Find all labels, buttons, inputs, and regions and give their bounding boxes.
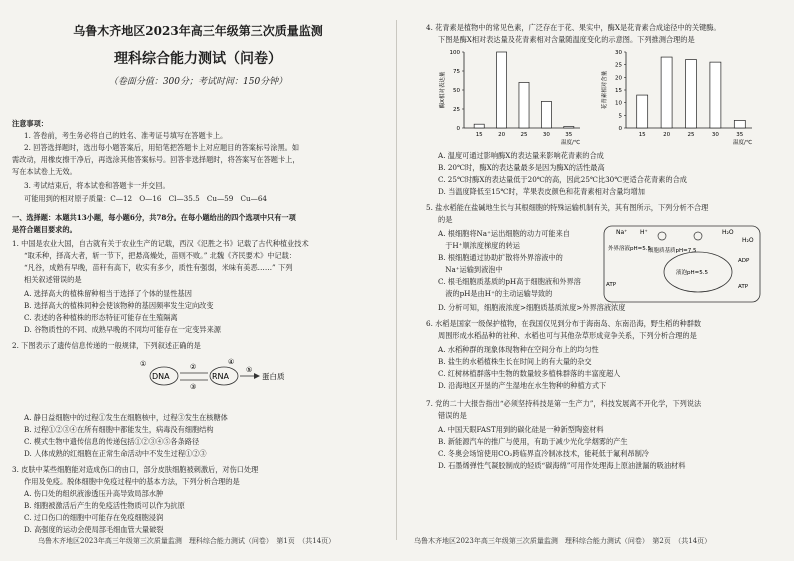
- notice-title: 注意事项：: [12, 119, 48, 128]
- x-tick-label: 25: [687, 132, 695, 138]
- q7-option: A. 中国天眼FAST用到的碳化硅是一种新型陶瓷材料: [438, 425, 604, 434]
- q6-option: C. 红树林植群落中生物的数量较多植株群落的丰富度超人: [438, 369, 621, 378]
- enzyme-x-chart: [438, 46, 588, 146]
- exam-subtitle: （卷面分值：300分；考试时间：150分钟）: [108, 77, 288, 87]
- notice-line: 需改动，用橡皮擦干净后，再选涂其他答案标号。回答非选择题时，将答案写在答题卡上，: [12, 155, 300, 164]
- q1-option: D. 谷物质性的不同、成熟早晚的不同均可能存在一定变异来源: [24, 325, 221, 334]
- notice-line: 2. 回答选择题时，选出每小题答案后，用铅笔把答题卡上对应题目的答案标号涂黑。如: [24, 143, 300, 152]
- q5-option: Na⁺运输到液泡中: [438, 265, 503, 274]
- y-tick-label: 25: [453, 107, 460, 113]
- q7-stem: 7. 党的二十大报告指出“必须坚持科技是第一生产力”，科技发展离不开化学，下列说法: [426, 399, 702, 408]
- x-tick-label: 15: [638, 132, 646, 138]
- x-tick-label: 20: [498, 132, 506, 138]
- q7-option: B. 新能源汽车的推广与使用，有助于减少光化学烟雾的产生: [438, 437, 628, 446]
- y-tick-label: 10: [615, 100, 622, 107]
- q4-stem: 下图是酶X相对表达量及花青素相对含量随温度变化的示意图。下列推测合理的是: [438, 35, 695, 44]
- atp-label-left: ATP: [606, 282, 617, 288]
- svg-text:④: ④: [228, 358, 235, 366]
- exam-title: 理科综合能力测试（问卷）: [114, 51, 282, 67]
- q2-option: D. 人体成熟的红细胞在正常生命活动中不发生过程①②③: [24, 449, 207, 458]
- x-tick-label: 25: [520, 132, 528, 138]
- q6-option: A. 水稻种群的现象体现物种在空间分布上的均匀性: [438, 345, 599, 354]
- h-pump-icon: [658, 232, 666, 240]
- y-axis-label: 花青素相对含量: [602, 70, 608, 110]
- bar: [686, 60, 697, 128]
- y-tick-label: 0: [456, 126, 460, 132]
- q6-option: D. 沿海地区开垦的产生湿地在水生物种的种植方式下: [438, 381, 607, 390]
- q4-option: B. 20℃时，酶X的表达量最多是因为酶X的活性最高: [438, 163, 605, 172]
- q1-option: C. 表述的各种植株的形态特征可能存在生殖隔离: [24, 313, 178, 322]
- exam-header: 乌鲁木齐地区2023年高三年级第三次质量监测: [73, 24, 323, 38]
- h-ion-label: H⁺: [640, 229, 648, 236]
- water-label-2: H₂O: [742, 237, 754, 244]
- x-tick-label: 30: [542, 132, 550, 138]
- bar: [710, 62, 721, 128]
- x-tick-label: 35: [565, 132, 573, 138]
- bar: [637, 95, 648, 128]
- q5-option: B. 根细胞通过协助扩散将外界溶液中的: [438, 253, 563, 262]
- x-axis-label: 温度/℃: [732, 140, 752, 146]
- bar: [541, 101, 551, 128]
- y-tick-label: 20: [615, 75, 622, 82]
- svg-text:②: ②: [190, 363, 197, 371]
- q7-option: C. 冬奥会场馆使用CO₂跨临界直冷制冰技术，能耗低于氟利昂制冷: [438, 449, 649, 458]
- na-ion-label: Na⁺: [616, 229, 628, 236]
- y-tick-label: 50: [453, 88, 460, 94]
- q1-stem: 相关叙述错误的是: [24, 275, 82, 284]
- q4-option: C. 25℃时酶X的表达量低于20℃的高，因此25℃比30℃更适合花青素的合成: [438, 175, 687, 184]
- notice-line: 1. 答卷前，考生务必将自己的姓名、准考证号填写在答题卡上。: [24, 131, 228, 140]
- q5-option: A. 根细胞将Na⁺运出细胞的动力可能来自: [438, 229, 570, 238]
- q3-option: C. 过口伤口的细胞中可能存在免疫细胞浸润: [24, 513, 164, 522]
- anthocyanin-chart: [600, 46, 760, 146]
- y-tick-label: 0: [618, 126, 622, 132]
- q1-option: A. 选择高大的植株留种相当于选择了个体的显性基因: [24, 289, 192, 298]
- q1-stem: “凡谷，成熟有早晚，苗秆有高下，收实有多少，质性有强弱，米味有美恶……” 下列: [24, 263, 293, 272]
- q4-option: A. 温度可通过影响酶X的表达量来影响花青素的合成: [438, 151, 604, 160]
- dna-label: DNA: [152, 372, 170, 381]
- q5-option: 于H⁺顺浓度梯度的转运: [438, 241, 520, 250]
- x-tick-label: 15: [475, 132, 483, 138]
- y-axis-label: 酶X相对表达量: [440, 71, 446, 109]
- q5-option: C. 根毛细胞质基质的pH高于细胞液和外界溶: [438, 277, 581, 286]
- q1-stem: 1. 中国是农业大国，自古就有关于农业生产的记载，西汉《氾胜之书》记载了古代种植业技术: [12, 239, 309, 248]
- vacuole-ph-label: 液泡pH=5.5: [676, 270, 708, 276]
- page-footer: 乌鲁木齐地区2023年高三年级第三次质量监测 理科综合能力测试（问卷） 第2页 （共14页）: [414, 537, 712, 545]
- adp-label: ADP: [738, 258, 750, 264]
- q3-option: A. 伤口处的组织液渗透压升高导致局部水肿: [24, 489, 164, 498]
- page-footer: 乌鲁木齐地区2023年高三年级第三次质量监测 理科综合能力测试（问卷） 第1页 （共14页）: [38, 537, 336, 545]
- water-label: H₂O: [722, 229, 734, 236]
- channel-icon: [694, 232, 702, 240]
- q5-option: D. 分析可知，细胞液浓度>细胞质基质浓度>外界溶液浓度: [438, 303, 626, 312]
- left-page: [8, 0, 390, 561]
- x-tick-label: 20: [663, 132, 671, 138]
- q7-stem: 错误的是: [438, 411, 467, 420]
- x-tick-label: 35: [736, 132, 744, 138]
- svg-text:①: ①: [140, 360, 147, 368]
- q6-stem: 6. 水稻是国家一级保护植物，在我国仅见到分布于海南岛、东南沿海，野生稻的种群数: [426, 319, 702, 328]
- bar: [474, 124, 484, 128]
- q2-option: B. 过程①②③④在所有细胞中都能发生，病毒没有细胞结构: [24, 425, 214, 434]
- y-tick-label: 75: [453, 69, 460, 75]
- bar: [497, 52, 507, 128]
- y-tick-label: 30: [615, 50, 622, 56]
- atomic-mass-line: 可能用到的相对原子质量：C—12 O—16 Cl—35.5 Cu—59 Cu—64: [24, 194, 267, 203]
- y-tick-label: 5: [618, 113, 622, 120]
- outside-ph-label: 外界溶液pH=5.5: [608, 246, 651, 252]
- cytoplasm-ph-label: 细胞质基质pH=7.5: [648, 248, 697, 254]
- right-page: [404, 0, 788, 561]
- bar: [519, 82, 529, 128]
- q1-option: B. 选择高大的植株同种会使该物种的基因频率发生定向改变: [24, 301, 214, 310]
- bar: [734, 120, 745, 128]
- bar: [661, 57, 672, 128]
- bar: [564, 126, 574, 128]
- q2-stem: 2. 下图表示了遗传信息传递的一般规律，下列叙述正确的是: [12, 341, 201, 350]
- q7-option: D. 石墨烯弹性气凝胶制成的轻质“碳海绵”可用作处理海上原油泄漏的吸油材料: [438, 461, 686, 470]
- page-divider: [396, 20, 397, 540]
- q5-stem: 5. 盐水稻能在盐碱地生长与其根细胞的特殊运输机制有关，其有图所示，下列分析不合理: [426, 203, 709, 212]
- rna-label: RNA: [212, 372, 230, 381]
- y-tick-label: 100: [449, 50, 460, 56]
- y-tick-label: 25: [615, 62, 622, 69]
- q1-stem: “取禾种，择高大者，斩一节下，把悬高燥处，苗则不败。” 北魏《齐民要术》中记载：: [24, 251, 296, 260]
- q5-option: 液的pH是由H⁺的主动运输导致的: [438, 289, 553, 298]
- q5-stem: 的是: [438, 215, 453, 224]
- q4-stem: 4. 花青素是植物中的常见色素，广泛存在于花、果实中，酶X是花青素合成途径中的关键酶。: [426, 23, 721, 32]
- svg-text:⑤: ⑤: [246, 366, 253, 374]
- q3-stem: 作用及免疫。脱体细胞中免疫过程中的基本方法，下列分析合理的是: [24, 477, 240, 486]
- svg-text:③: ③: [190, 383, 197, 391]
- section-heading: 是符合题目要求的。: [12, 225, 77, 234]
- y-tick-label: 15: [615, 88, 622, 94]
- central-dogma-diagram: [128, 356, 298, 408]
- q6-option: B. 盐生的水稻植株生长在时间上的有大量的杂交: [438, 357, 592, 366]
- atp-label: ATP: [738, 284, 749, 290]
- section-heading: 一、选择题：本题共13小题，每小题6分，共78分。在每小题给出的四个选项中只有一项: [12, 213, 296, 222]
- q6-stem: 周围形成水稻品种的社种、水稻也可与其他杂草形成竞争关系，下列分析合理的是: [438, 331, 697, 340]
- q3-option: B. 细胞被激活后产生的免疫活性物质可以作为抗原: [24, 501, 185, 510]
- notice-line: 写在本试卷上无效。: [12, 167, 77, 176]
- q3-stem: 3. 皮肤中某些细胞能对造成伤口的由口，部分皮肤细胞被刺激后，对伤口处理: [12, 465, 259, 474]
- protein-label: 蛋白质: [262, 372, 285, 381]
- root-cell-diagram: [602, 222, 762, 304]
- x-axis-label: 温度/℃: [560, 140, 580, 146]
- q2-option: A. 静日益细胞中的过程①发生在细胞核中，过程③发生在核糖体: [24, 413, 228, 422]
- x-tick-label: 30: [711, 132, 719, 138]
- notice-line: 3. 考试结束后，将本试卷和答题卡一并交回。: [24, 181, 170, 190]
- q4-option: D. 当温度降低至15℃时，苹果表皮颜色和花青素相对含量均增加: [438, 187, 645, 196]
- q2-option: C. 模式生物中遗传信息的传递包括①②③④⑤各条路径: [24, 437, 200, 446]
- q3-option: D. 高强度的运动会使局部毛细血管大量破裂: [24, 525, 164, 534]
